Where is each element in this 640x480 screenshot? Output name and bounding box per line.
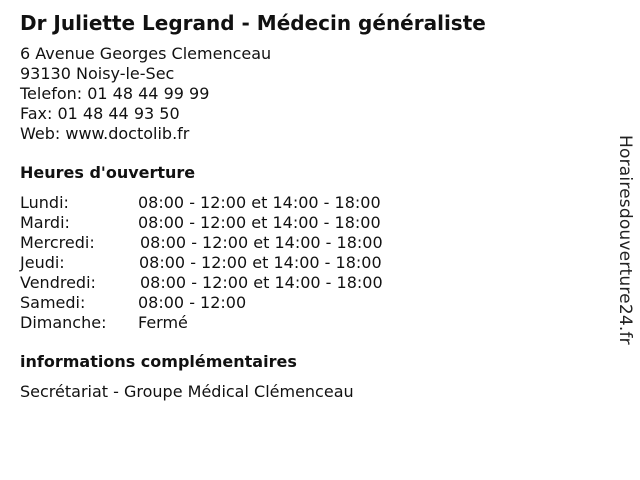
time-range: 08:00 - 12:00 et 14:00 - 18:00 [139, 253, 382, 272]
additional-info-heading: informations complémentaires [20, 352, 297, 371]
hours-row-saturday [20, 293, 580, 313]
day-label: Vendredi: [20, 273, 96, 292]
hours-row-friday [20, 273, 580, 293]
time-range: 08:00 - 12:00 et 14:00 - 18:00 [140, 273, 383, 292]
hours-row-tuesday [20, 213, 580, 233]
website: Web: www.doctolib.fr [20, 124, 190, 143]
time-range: 08:00 - 12:00 et 14:00 - 18:00 [140, 233, 383, 252]
opening-hours-heading: Heures d'ouverture [20, 163, 196, 182]
day-label: Mercredi: [20, 233, 95, 252]
hours-row-sunday [20, 313, 580, 333]
additional-info-text: Secrétariat - Groupe Médical Clémenceau [20, 382, 354, 401]
contact-block [20, 44, 580, 144]
watermark-text: Horairesdouverture24.fr [615, 135, 635, 345]
phone-number: Telefon: 01 48 44 99 99 [20, 84, 210, 103]
address-street: 6 Avenue Georges Clemenceau [20, 44, 272, 63]
page-title: Dr Juliette Legrand - Médecin généraliste [20, 11, 486, 35]
hours-row-wednesday [20, 233, 580, 253]
hours-row-thursday [20, 253, 580, 273]
day-label: Dimanche: [20, 313, 107, 332]
listing-card [20, 9, 580, 402]
site-watermark [610, 135, 640, 375]
address-city: 93130 Noisy-le-Sec [20, 64, 175, 83]
day-label: Lundi: [20, 193, 69, 212]
time-range: Fermé [138, 313, 188, 332]
time-range: 08:00 - 12:00 et 14:00 - 18:00 [138, 213, 381, 232]
time-range: 08:00 - 12:00 et 14:00 - 18:00 [138, 193, 381, 212]
day-label: Mardi: [20, 213, 70, 232]
hours-row-monday [20, 193, 580, 213]
day-label: Jeudi: [20, 253, 65, 272]
time-range: 08:00 - 12:00 [138, 293, 247, 312]
day-label: Samedi: [20, 293, 86, 312]
opening-hours-list [20, 193, 580, 333]
fax-number: Fax: 01 48 44 93 50 [20, 104, 180, 123]
